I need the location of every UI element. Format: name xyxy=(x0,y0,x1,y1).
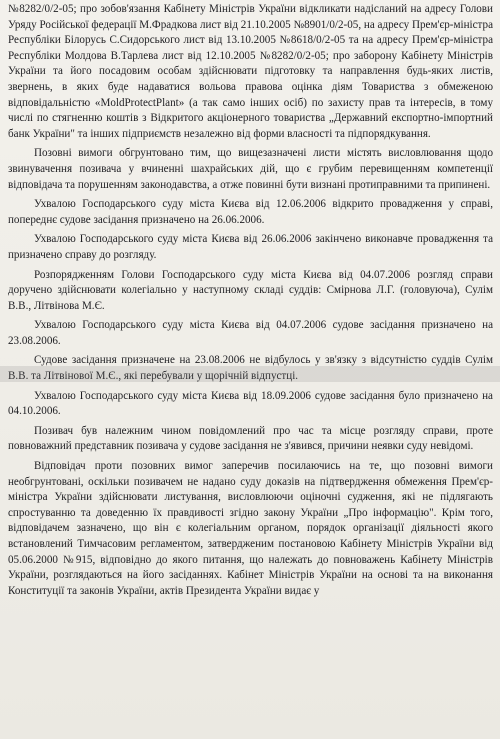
paragraph-ruling-completed: Ухвалою Господарського суду міста Києва від 26.06.2006 закінчено виконавче провадження та призначено справу до розгляду. xyxy=(8,233,493,261)
paragraph-plaintiff-absent: Позивач був належним чином повідомлений про час та місце розгляду справи, проте повноважний представник позивача у судове засідання не з'явився, причини неявки суду невідомі. xyxy=(8,424,493,453)
paragraph-ruling-opened: Ухвалою Господарського суду міста Києва від 12.06.2006 відкрито провадження у справі, попереднє судове засідання призначено на 26.06.2006. xyxy=(8,198,493,226)
paragraph-claims-continuation: №8282/0/2-05; про зобов'язання Кабінету Міністрів України відкликати надісланий на адресу Голови Уряду Російської федерації М.Фрадкова лист від 21.10.2005 №8901/0/2-05, на адресу Прем'єр-міністра Республіки Білорусь С.Сидорського лист від 13.10.2005 №8618/0/2-05 та на адресу Прем'єр-міністра Республіки Молдова В.Тарлева лист від 12.10.2005 №8282/0/2-05; про заборону Кабінету Міністрів України та його посадовим особам здійснювати підготовку та направлення будь-яких листів, звернень, в яких буде надаватися вольова правова оцінка діям Товариства з обмеженою відповідальністю «MoldProtectPlant» (а так само інших осіб) по захисту прав та інтересів, в тому числі по стягненню коштів з Відкритого акціонерного товариства „Державний експортно-імпортний банк України" та інших підприємств незалежно від форми власності та підпорядкування. xyxy=(8,3,493,140)
paragraph-ruling-hearing: Ухвалою Господарського суду міста Києва від 04.07.2006 судове засідання призначено на 23.08.2006. xyxy=(8,319,493,347)
paragraph-ruling-rescheduled: Ухвалою Господарського суду міста Києва від 18.09.2006 судове засідання було призначено на 04.10.2006. xyxy=(8,389,493,418)
paragraph-panel-order: Розпорядженням Голови Господарського суду міста Києва від 04.07.2006 розгляд справи доручено здійснювати колегіально у наступному складі суддів: Смірнова Л.Г. (головуюча), Сулім В.В., Літвінова М.Є. xyxy=(8,268,493,312)
paragraph-hearing-postponed: Судове засідання призначене на 23.08.2006 не відбулось у зв'язку з відсутністю суддів Сулім В.В. та Літвінової М.Є., які перебували у щорічній відпустці. xyxy=(8,354,493,383)
paragraph-grounds: Позовні вимоги обгрунтовано тим, що вищезазначені листи містять висловлювання щодо звинувачення позивача у вчиненні шахрайських дій, що є грубим перевищенням компетенції відповідача та порушенням законодавства, а отже повинні бути визнані протиправними та припинені. xyxy=(8,147,493,191)
paragraph-defendant-objection: Відповідач проти позовних вимог заперечив посилаючись на те, що позовні вимоги необгрунтовані, оскільки позивачем не надано суду доказів на підтвердження обмеження Прем'єр-міністра України здійснювати листування, висловлюючи оціночні судження, які не підлягають спростуванню та доведенню їх правдивості згідно закону України „Про інформацію". Крім того, відповідачем зазначено, що він є колегіальним органом, порядок організації діяльності якого встановлений Тимчасовим регламентом, затвердженим постановою Кабінету Міністрів України від 05.06.2000 №915, відповідно до якого питання, що належать до повноважень Кабінету Міністрів України, розглядаються на його засіданнях. Кабінет Міністрів України на основі та на виконання Конституції та законів України, актів Президента України видає у xyxy=(8,460,493,597)
